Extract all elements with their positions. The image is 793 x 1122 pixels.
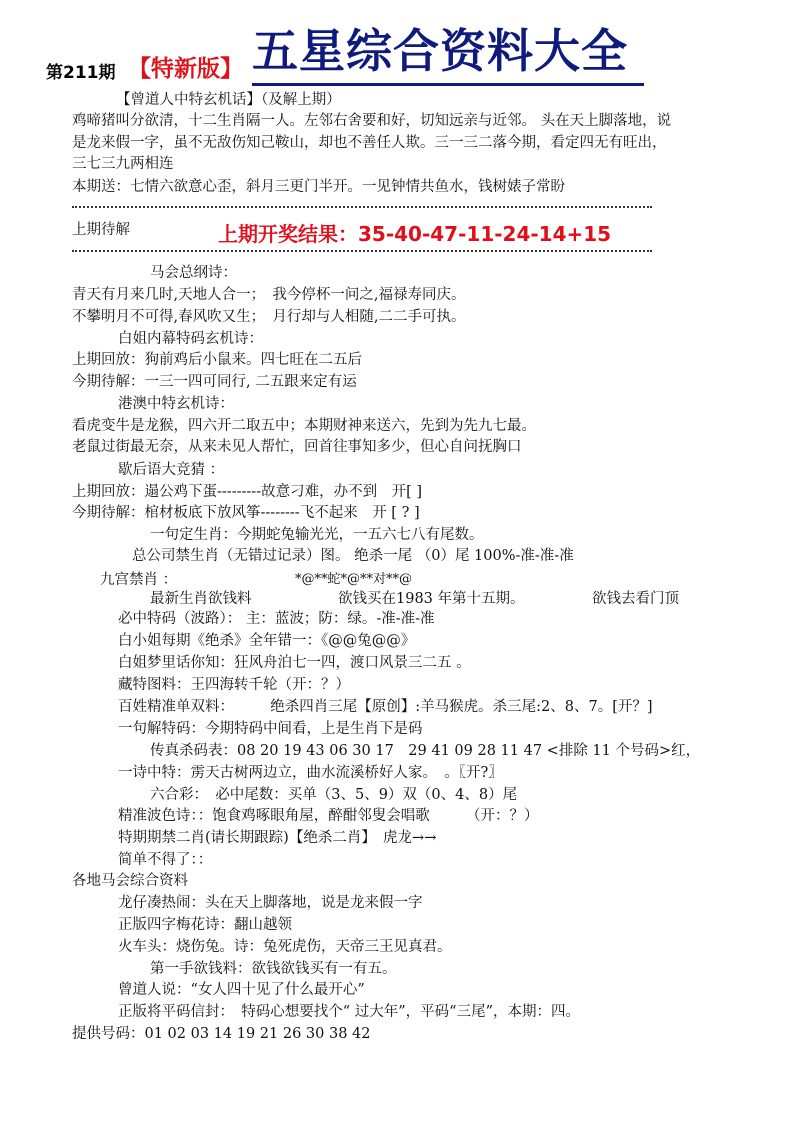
text-line: 是龙来假一字，虽不无敌伤知己鞍山，却也不善任人欺。三一三二落今期，看定四无有旺出， — [72, 135, 667, 151]
section-heading-xiehouyu: 歇后语大竞猜 ： — [118, 462, 225, 478]
provided-numbers: 提供号码：01 02 03 14 19 21 26 30 38 42 — [72, 1026, 371, 1042]
text-line: 白小姐每期《绝杀》全年错一：《@@兔@@》 — [118, 633, 416, 649]
separator — [72, 206, 652, 208]
section-heading-mahui: 马会总纲诗： — [150, 265, 237, 281]
text-line: 三七三九两相连 — [72, 156, 174, 172]
text-line: 一句解特码：今期特码中间看，上是生肖下是码 — [118, 721, 423, 737]
issue-number: 第211期 — [46, 63, 116, 83]
text-line: 火车头：烧伤兔。诗：兔死虎伤，天帝三王见真君。 — [118, 939, 452, 955]
section-heading-baijie: 白姐内幕特码玄机诗： — [118, 331, 263, 347]
text-line: 鸡啼猪叫分欲清，十二生肖隔一人。左邻右舍要和好，切知远亲与近邻。 头在天上脚落地，说 — [72, 113, 672, 129]
text-line: 上期回放：狗前鸡后小鼠来。四七旺在二五后 — [72, 352, 362, 368]
text-line: 一句定生肖：今期蛇兔输光光，一五六七八有尾数。 — [150, 527, 484, 543]
text-line: 特期期禁二肖(请长期跟踪)【绝杀二肖】 虎龙→→ — [118, 830, 437, 846]
text-line: 青天有月来几时,天地人合一； 我今停杯一问之,福禄寿同庆。 — [72, 287, 466, 303]
page-title: 五星综合资料大全 — [252, 24, 628, 78]
text-line: 看虎变牛是龙猴，四六开二取五中；本期财神来送六，先到为先九七最。 — [72, 418, 536, 434]
text-line: 曾道人说：“女人四十见了什么最开心” — [118, 982, 365, 998]
text-line: 欲钱去看门顶 — [592, 591, 679, 607]
text-line: 藏特图料：王四海转千轮（开：？） — [118, 677, 350, 693]
text-line: 本期送：七情六欲意心歪，斜月三更门半开。一见钟情共鱼水，钱树婊子常盼 — [72, 179, 565, 195]
text-line: 总公司禁生肖（无错过记录）图。 绝杀一尾 （0）尾 100%-准-准-准 — [132, 548, 574, 564]
text-line: 简单不得了：： — [118, 852, 213, 868]
separator — [72, 250, 652, 252]
text-line: 欲钱买在1983 年第十五期。 — [338, 591, 525, 607]
text-line: 正版四字梅花诗：翻山越领 — [118, 917, 292, 933]
text-line: *@**蛇*@**对**@ — [295, 572, 413, 587]
title-underline — [252, 83, 644, 86]
text-line: 今期待解：棺材板底下放风筝--------飞不起来 开 [ ? ] — [72, 505, 420, 521]
text-line: 第一手欲钱料：欲钱欲钱买有一有五。 — [150, 961, 397, 977]
text-line: 九宫禁肖 ： — [100, 572, 178, 588]
section-heading-zengdaoren: 【曾道人中特玄机话】（及解上期） — [116, 92, 341, 108]
text-line: 白姐梦里话你知：狂风舟泊七一四，渡口风景三二五 。 — [118, 655, 471, 671]
section-heading-gedi: 各地马会综合资料 — [72, 873, 188, 889]
section-heading-gangao: 港澳中特玄机诗： — [118, 396, 234, 412]
text-line: 传真杀码表：08 20 19 43 06 30 17 29 41 09 28 11 47 <排除 11 个号码>红， — [150, 743, 701, 759]
text-line: 龙仔凑热闹：头在天上脚落地，说是龙来假一字 — [118, 895, 423, 911]
text-line: 百姓精准单双料： 绝杀四肖三尾【原创】:羊马猴虎。杀三尾:2、8、7。[开？] — [118, 699, 653, 715]
text-line: 不攀明月不可得,春风吹又生； 月行却与人相随,二二手可执。 — [72, 309, 466, 325]
text-line: 今期待解：一三一四可同行, 二五跟来定有运 — [72, 374, 357, 390]
text-line: 必中特码（波路）： 主：蓝波；防：绿。-准-准-准 — [118, 611, 435, 627]
last-draw-result: 上期开奖结果：35-40-47-11-24-14+15 — [218, 222, 612, 246]
header — [0, 0, 793, 90]
text-line: 上期回放：遢公鸡下蛋---------故意刁难，办不到 开[ ] — [72, 484, 423, 500]
text-line: 最新生肖欲钱料 — [150, 591, 252, 607]
text-line: 老鼠过街最无奈，从来未见人帮忙，回首往事知多少，但心自问抚胸口 — [72, 439, 522, 455]
text-line: 一诗中特：雳天古树两边立，曲水流溪桥好人家。 。〖开?〗 — [118, 765, 503, 781]
last-period-label: 上期待解 — [72, 222, 130, 238]
text-line: 六合彩： 必中尾数：买单（3、5、9）双（0、4、8）尾 — [150, 787, 518, 803]
text-line: 精准波色诗：：饱食鸡啄眼角屋，醉酣邻叟会唱歌 （开：？） — [118, 808, 539, 824]
text-line: 正版将平码信封： 特码心想要找个“ 过大年”，平码“三尾”，本期：四。 — [118, 1004, 581, 1020]
edition-label: 【特新版】 — [128, 56, 243, 82]
